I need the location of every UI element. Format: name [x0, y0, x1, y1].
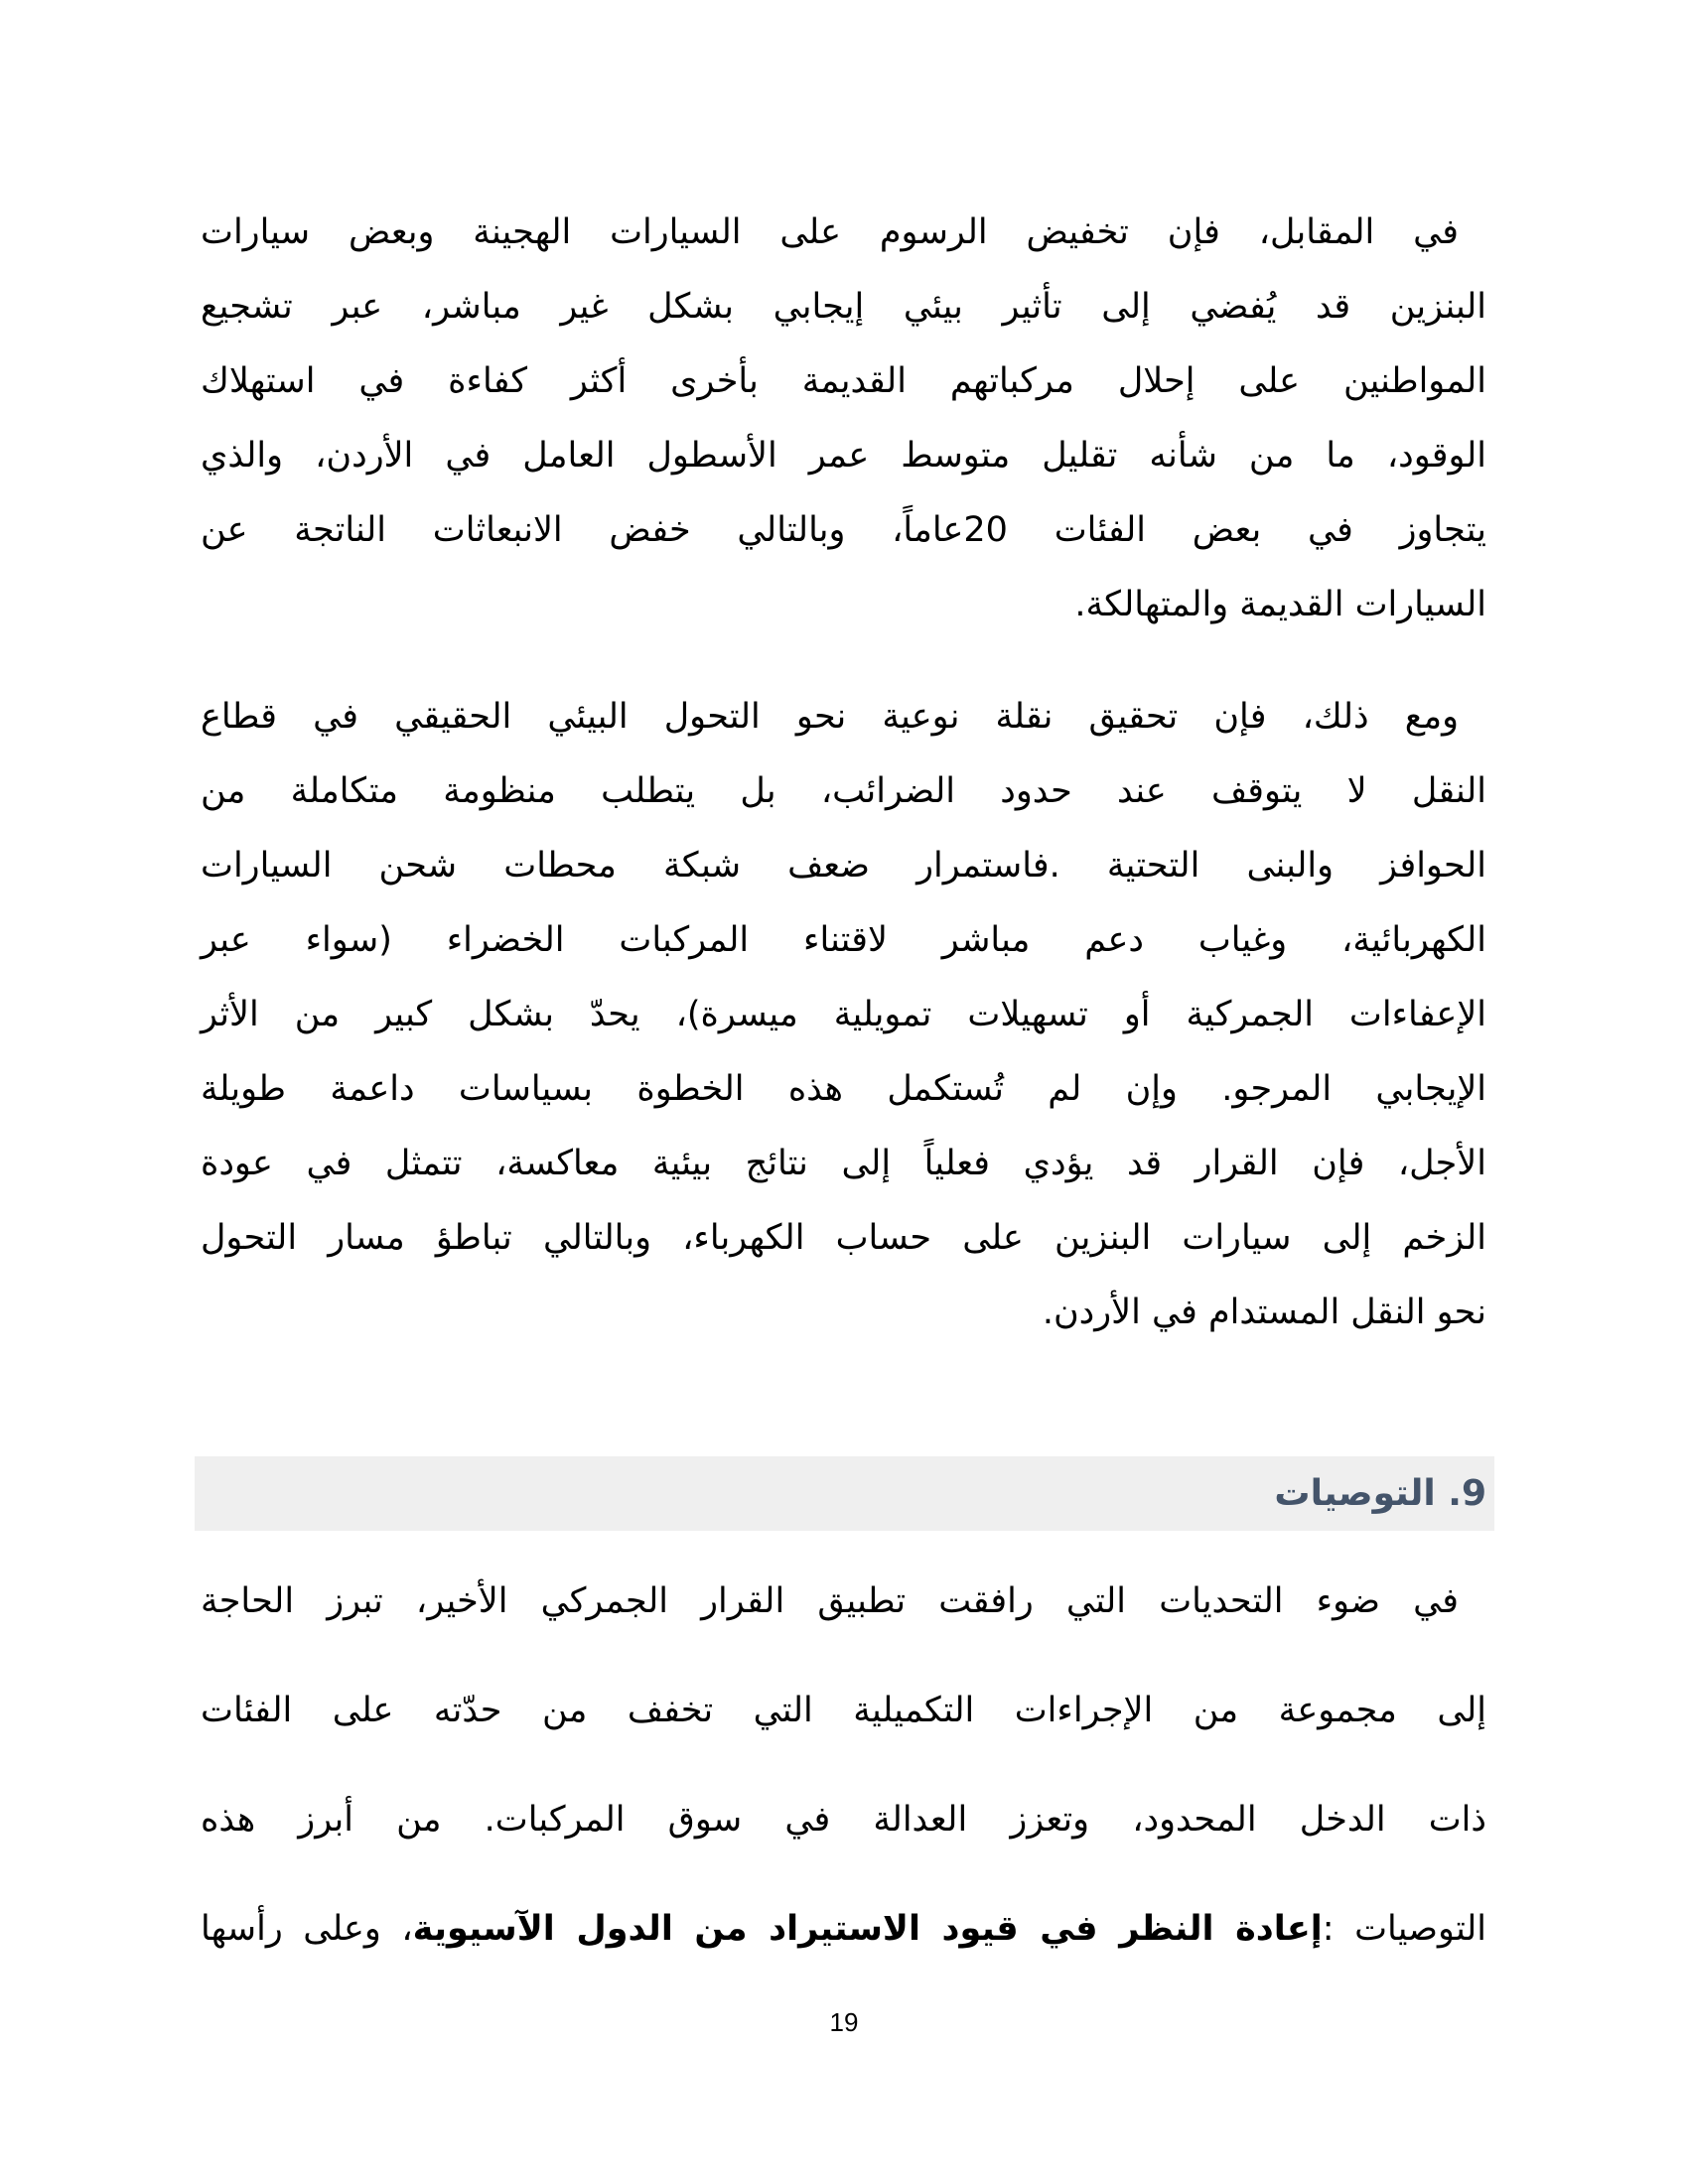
- text-line: الكهربائية، وغياب دعم مباشر لاقتناء المركبات الخضراء (سواء عبر: [201, 920, 1486, 960]
- text-line-mixed: [201, 1874, 1486, 1983]
- text-line: السيارات القديمة والمتهالكة.: [1074, 585, 1486, 624]
- text-run: التوصيات :: [1322, 1909, 1487, 1949]
- text-run: ، وعلى رأسها: [201, 1909, 413, 1949]
- section-heading: 9. التوصيات: [1274, 1473, 1486, 1514]
- text-line: المواطنين على إحلال مركباتهم القديمة بأخرى أكثر كفاءة في استهلاك: [201, 361, 1486, 401]
- text-line: البنزين قد يُفضي إلى تأثير بيئي إيجابي بشكل غير مباشر، عبر تشجيع: [201, 287, 1486, 327]
- text-line: الأجل، فإن القرار قد يؤدي فعلياً إلى نتائج بيئية معاكسة، تتمثل في عودة: [201, 1144, 1486, 1183]
- text-line: الإعفاءات الجمركية أو تسهيلات تمويلية ميسرة)، يحدّ بشكل كبير من الأثر: [201, 995, 1486, 1034]
- text-line: نحو النقل المستدام في الأردن.: [1042, 1293, 1486, 1332]
- text-line: يتجاوز في بعض الفئات 20عاماً، وبالتالي خفض الانبعاثات الناتجة عن: [201, 510, 1486, 550]
- text-line: ومع ذلك، فإن تحقيق نقلة نوعية نحو التحول البيئي الحقيقي في قطاع: [201, 697, 1459, 737]
- text-line: النقل لا يتوقف عند حدود الضرائب، بل يتطلب منظومة متكاملة من: [201, 771, 1486, 811]
- section-heading-bar: [195, 1456, 1494, 1531]
- paragraph-recommendations: [201, 1547, 1486, 1983]
- paragraph-fuel-efficiency: [201, 196, 1486, 642]
- text-line: الوقود، ما من شأنه تقليل متوسط عمر الأسطول العامل في الأردن، والذي: [201, 436, 1486, 476]
- text-line: الإيجابي المرجو. وإن لم تُستكمل هذه الخطوة بسياسات داعمة طويلة: [201, 1069, 1486, 1109]
- text-line: إلى مجموعة من الإجراءات التكميلية التي تخفف من حدّته على الفئات: [201, 1691, 1486, 1730]
- bold-recommendation: إعادة النظر في قيود الاستيراد من الدول الآسيوية: [412, 1909, 1323, 1949]
- page-number: 19: [829, 2007, 859, 2037]
- text-line: الزخم إلى سيارات البنزين على حساب الكهرباء، وبالتالي تباطؤ مسار التحول: [201, 1218, 1486, 1258]
- paragraph-sustainable-transport: [201, 680, 1486, 1350]
- text-line: ذات الدخل المحدود، وتعزز العدالة في سوق المركبات. من أبرز هذه: [201, 1800, 1486, 1840]
- text-line: الحوافز والبنى التحتية .فاستمرار ضعف شبكة محطات شحن السيارات: [201, 846, 1486, 886]
- text-line: في ضوء التحديات التي رافقت تطبيق القرار الجمركي الأخير، تبرز الحاجة: [201, 1581, 1459, 1621]
- text-line: في المقابل، فإن تخفيض الرسوم على السيارات الهجينة وبعض سيارات: [201, 212, 1459, 252]
